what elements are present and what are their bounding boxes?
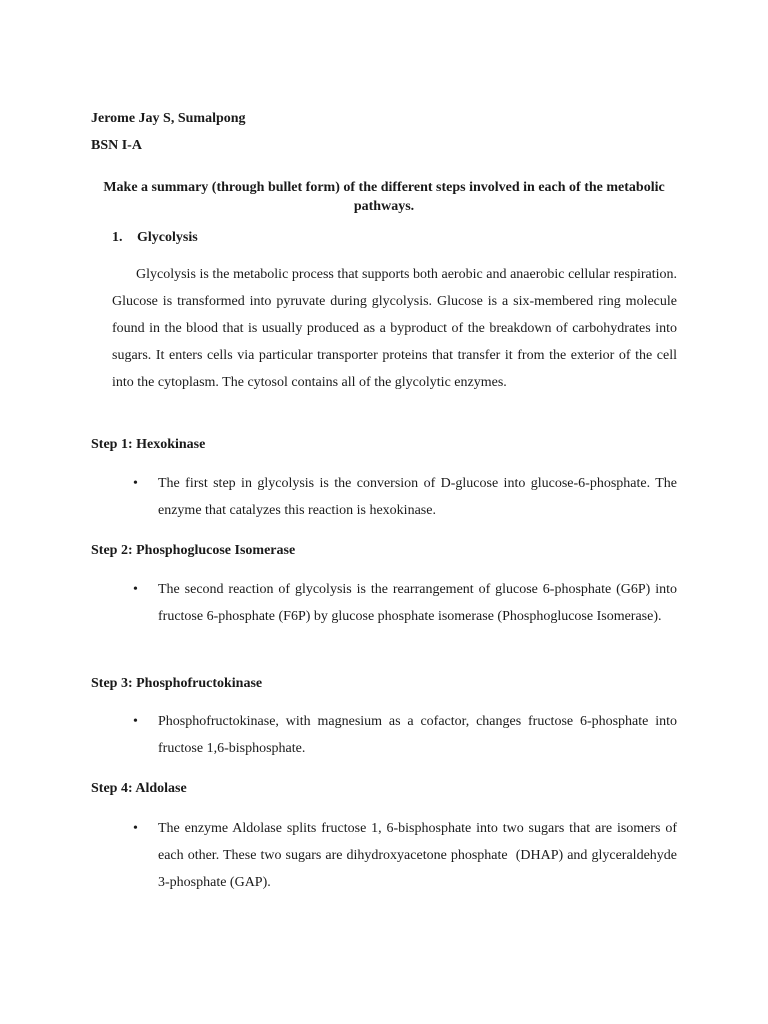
- intro-paragraph: Glycolysis is the metabolic process that supports both aerobic and anaerobic cellular respiration. Glucose is transformed into pyruvate during glycolysis. Glucose is a six-membered ring molecule found in the blood that is usually produced as a byproduct of the breakdown of carbohydrates into sugars. It enters cells via particular transporter proteins that transfer it from the exterior of the cell into the cytoplasm. The cytosol contains all of the glycolytic enzymes.: [112, 267, 677, 390]
- author-name: Jerome Jay S, Sumalpong: [91, 111, 246, 126]
- topic-title: Glycolysis: [137, 230, 198, 245]
- step-bullet-text: The enzyme Aldolase splits fructose 1, 6-bisphosphate into two sugars that are isomers of each other. These two sugars are dihydroxyacetone phosphate (DHAP) and glyceraldehyde 3-phosphate (GAP).: [158, 821, 681, 890]
- step-bullet-text: Phosphofructokinase, with magnesium as a cofactor, changes fructose 6-phosphate into fructose 1,6-bisphosphate.: [158, 714, 677, 756]
- topic-heading: [112, 230, 198, 246]
- step-heading: Step 3: Phosphofructokinase: [91, 676, 263, 691]
- step-heading: Step 1: Hexokinase: [91, 437, 206, 452]
- step-bullet-text: The second reaction of glycolysis is the rearrangement of glucose 6-phosphate (G6P) into fructose 6-phosphate (F6P) by glucose phosphate isomerase (Phosphoglucose Isomerase).: [158, 582, 677, 624]
- class-section: BSN I-A: [91, 138, 142, 153]
- bullet-icon: •: [133, 476, 138, 491]
- step-heading: Step 2: Phosphoglucose Isomerase: [91, 543, 296, 558]
- bullet-icon: •: [133, 714, 138, 729]
- step-bullet-text: The first step in glycolysis is the conversion of D-glucose into glucose-6-phosphate. The enzyme that catalyzes this reaction is hexokinase.: [158, 476, 677, 518]
- step-heading: Step 4: Aldolase: [91, 781, 187, 796]
- assignment-instruction: Make a summary (through bullet form) of the different steps involved in each of the metabolic pathways.: [103, 180, 665, 214]
- bullet-icon: •: [133, 582, 138, 597]
- bullet-icon: •: [133, 821, 138, 836]
- topic-number: 1.: [112, 230, 123, 245]
